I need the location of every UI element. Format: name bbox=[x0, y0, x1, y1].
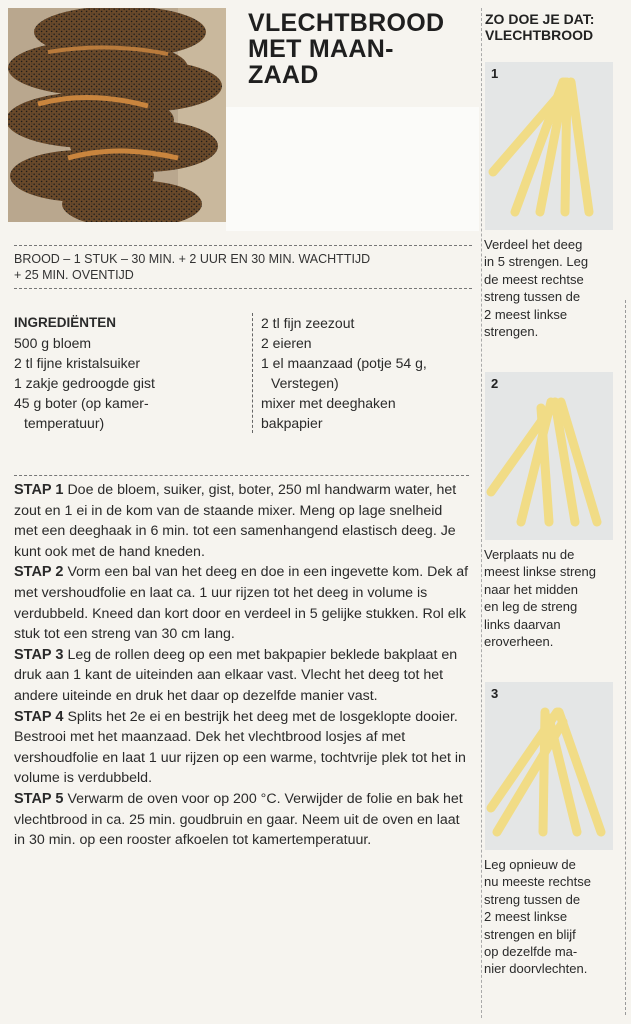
sidebar-title-line: VLECHTBROOD bbox=[485, 27, 594, 43]
instruction-line: nu meeste rechtse bbox=[484, 874, 591, 890]
ingredient-item: mixer met deeghaken bbox=[261, 395, 396, 411]
step-text: Doe de bloem, suiker, gist, boter, 250 ml handwarm water, het zout en 1 ei in de kom van de staande mixer. Meng op lage snelheid met een deeghaak in 6 min. tot een samenhangend elastisch deeg. Je kunt ook met de hand kneden. bbox=[14, 482, 457, 560]
step-5 bbox=[14, 789, 469, 851]
instruction-line: strengen en blijf bbox=[484, 926, 576, 942]
title-line: ZAAD bbox=[248, 61, 319, 89]
instruction-line: meest linkse streng bbox=[484, 564, 596, 580]
instruction-line: Verdeel het deeg bbox=[484, 237, 583, 252]
ingredient-item: 2 tl fijne kristalsuiker bbox=[14, 355, 141, 371]
page-edge-rule bbox=[625, 300, 626, 1015]
step-label: STAP 2 bbox=[14, 564, 64, 581]
step-number: 1 bbox=[491, 66, 499, 81]
step-text: Vorm een bal van het deeg en doe in een ingevette kom. Dek af met vershoudfolie en laat ca. 1 uur rijzen tot het deeg in volume is verdubbeld. Kneed dan kort door en verdeel in 5 gelijke stukken. Rol elk stuk tot een streng van 30 cm lang. bbox=[14, 564, 469, 643]
step-2-photo bbox=[485, 372, 613, 540]
instruction-line: nier doorvlechten. bbox=[484, 961, 588, 977]
ingredient-item: 500 g bloem bbox=[14, 335, 92, 351]
step-number: 2 bbox=[491, 376, 499, 391]
step-label: STAP 1 bbox=[14, 482, 64, 498]
instruction-line: links daarvan bbox=[484, 616, 561, 632]
dough-strands-illustration bbox=[485, 372, 613, 540]
blank-panel bbox=[226, 107, 479, 231]
instruction-line: en leg de streng bbox=[484, 599, 578, 615]
step-number: 3 bbox=[491, 686, 499, 701]
dough-strands-illustration bbox=[485, 682, 613, 850]
recipe-title bbox=[248, 10, 478, 88]
ingredient-item: 2 eieren bbox=[261, 335, 312, 351]
ingredients-column-right bbox=[252, 313, 486, 433]
step-4 bbox=[14, 707, 469, 789]
ingredient-item: bakpapier bbox=[261, 415, 323, 431]
instruction-line: streng tussen de bbox=[484, 891, 581, 907]
step-label: STAP 5 bbox=[14, 790, 64, 807]
instruction-line: streng tussen de bbox=[484, 289, 581, 305]
ingredient-item: 45 g boter (op kamer- bbox=[14, 395, 149, 411]
step-label: STAP 3 bbox=[14, 646, 64, 663]
instruction-line: in 5 strengen. Leg bbox=[484, 254, 589, 270]
step-text: Splits het 2e ei en bestrijk het deeg met de losgeklopte dooier. Bestrooi met het maanzaad. Dek het vlechtbrood losjes af met vershoudfolie en laat 1 uur rijzen op een warme, tochtvrije plek tot het in volume is verdubbeld. bbox=[14, 708, 466, 787]
step-text: Verwarm de oven voor op 200 °C. Verwijder de folie en bak het vlechtbrood in ca. 25 min. goudbruin en gaar. Neem uit de oven en laat in 30 min. op een rooster afkoelen tot kamertemperatuur. bbox=[14, 790, 463, 849]
ingredient-item: 1 el maanzaad (potje 54 g, bbox=[261, 355, 427, 371]
sidebar-title-line: ZO DOE JE DAT: bbox=[485, 11, 595, 27]
step-3 bbox=[14, 645, 469, 707]
sidebar-title bbox=[485, 11, 594, 43]
braided-bread-photo bbox=[8, 8, 226, 222]
step-text: Leg de rollen deeg op een met bakpapier beklede bakplaat en druk aan 1 kant de uiteinden aan elkaar vast. Vlecht het deeg tot het andere uiteinde en druk het daar op dezelfde manier vast. bbox=[14, 646, 458, 704]
title-line: VLECHTBROOD bbox=[248, 9, 445, 37]
step-2-instruction bbox=[484, 546, 612, 650]
howto-sidebar bbox=[481, 8, 630, 1018]
ingredient-item: 2 tl fijn zeezout bbox=[261, 315, 355, 331]
step-1 bbox=[14, 480, 469, 562]
title-line: MET MAAN- bbox=[248, 35, 394, 63]
instruction-line: 2 meest linkse bbox=[484, 909, 568, 925]
recipe-meta bbox=[14, 245, 472, 289]
step-2 bbox=[14, 562, 469, 644]
meta-line: + 25 MIN. OVENTIJD bbox=[14, 268, 134, 282]
instruction-line: Verplaats nu de bbox=[484, 547, 575, 562]
ingredients-column-left bbox=[14, 313, 244, 433]
step-1-photo bbox=[485, 62, 613, 230]
instruction-line: de meest rechtse bbox=[484, 271, 584, 287]
step-3-instruction bbox=[484, 856, 612, 978]
instruction-line: 2 meest linkse bbox=[484, 306, 568, 322]
instruction-line: naar het midden bbox=[484, 581, 578, 597]
steps-section bbox=[14, 475, 469, 851]
dough-strands-illustration bbox=[485, 62, 613, 230]
step-label: STAP 4 bbox=[14, 708, 64, 725]
instruction-line: eroverheen. bbox=[484, 634, 554, 650]
meta-line: BROOD – 1 STUK – 30 MIN. + 2 UUR EN 30 MIN. WACHTTIJD bbox=[14, 252, 371, 266]
step-1-instruction bbox=[484, 236, 612, 340]
step-3-photo bbox=[485, 682, 613, 850]
instruction-line: strengen. bbox=[484, 324, 539, 340]
instruction-line: op dezelfde ma- bbox=[484, 944, 578, 960]
ingredient-item: Verstegen) bbox=[271, 375, 339, 391]
ingredients-heading: INGREDIËNTEN bbox=[14, 315, 117, 330]
instruction-line: Leg opnieuw de bbox=[484, 857, 576, 872]
ingredient-item: 1 zakje gedroogde gist bbox=[14, 375, 155, 391]
bread-illustration bbox=[8, 8, 226, 222]
ingredient-item: temperatuur) bbox=[24, 415, 105, 431]
